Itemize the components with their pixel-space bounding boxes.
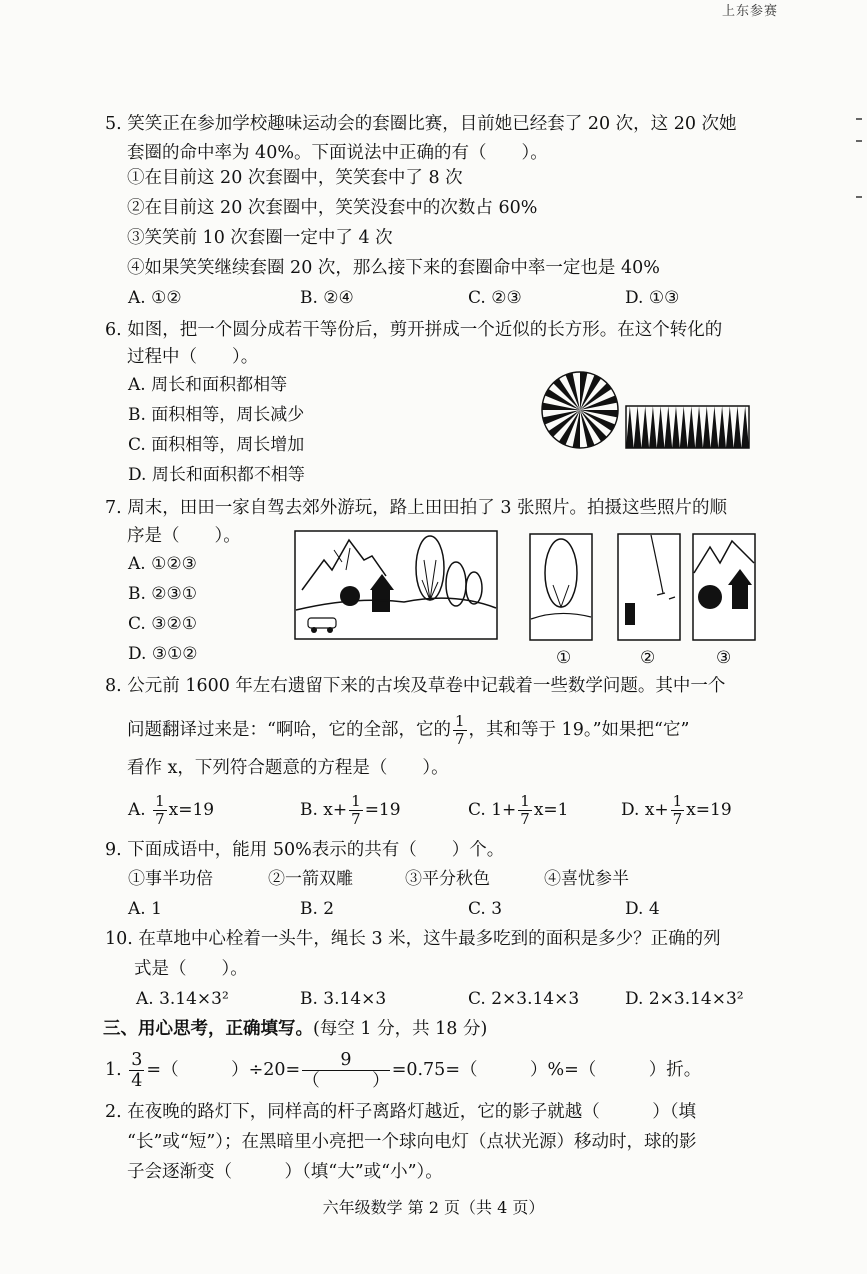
q9-stem-line1: 9. 下面成语中，能用 50%表示的共有（ ）个。 <box>105 840 505 860</box>
header-corner-text: 上东参赛 <box>722 4 779 19</box>
q5-statement-4: ④如果笑笑继续套圈 20 次，那么接下来的套圈命中率一定也是 40% <box>127 258 660 278</box>
q6-option-c[interactable]: C. 面积相等，周长增加 <box>128 435 305 455</box>
q6-option-b[interactable]: B. 面积相等，周长减少 <box>128 405 305 425</box>
q9-idiom-3: ③平分秋色 <box>405 869 490 889</box>
q8-line2-part2: ，其和等于 19。”如果把“它” <box>468 720 690 740</box>
q5-option-b[interactable]: B. ②④ <box>300 288 354 308</box>
photo-2 <box>617 533 681 641</box>
q8-fraction: $\frac{1}{7}$ <box>454 712 465 748</box>
q10-stem-line2: 式是（ ）。 <box>134 959 248 979</box>
fill-1: 1. $\frac{3}{4}$ =（ ）÷20= $\frac{9}{( )}$ =0.75=（ ）%=（ ）折。 <box>105 1050 702 1091</box>
q9-option-d[interactable]: D. 4 <box>625 899 660 919</box>
q8-stem-line2 <box>127 712 689 748</box>
q5-option-d[interactable]: D. ①③ <box>625 288 680 308</box>
q6-option-d[interactable]: D. 周长和面积都不相等 <box>128 465 305 485</box>
q9-idiom-2: ②一箭双雕 <box>268 869 353 889</box>
photo-label-3: ③ <box>716 648 732 668</box>
q10-option-a[interactable]: A. 3.14×3² <box>136 989 229 1009</box>
section-3-note: (每空 1 分，共 18 分) <box>313 1019 488 1039</box>
q6-option-a[interactable]: A. 周长和面积都相等 <box>128 375 288 395</box>
q7-option-a[interactable]: A. ①②③ <box>128 554 197 574</box>
q8-option-c[interactable]: C. 1+ $\frac{1}{7}$ x=1 <box>468 792 569 828</box>
q5-statement-1: ①在目前这 20 次套圈中，笑笑套中了 8 次 <box>127 168 463 188</box>
q10-stem-line1: 10. 在草地中心栓着一头牛，绳长 3 米，这牛最多吃到的面积是多少？正确的列 <box>105 929 721 949</box>
fill-1-fraction-9[interactable]: $\frac{9}{( )}$ <box>302 1050 390 1091</box>
q8-option-b[interactable]: B. x+ $\frac{1}{7}$ =19 <box>300 792 401 828</box>
q9-option-c[interactable]: C. 3 <box>468 899 503 919</box>
fill-1-part1: =（ ）÷20= <box>146 1060 301 1080</box>
q5-statement-3: ③笑笑前 10 次套圈一定中了 4 次 <box>127 228 393 248</box>
q9-idiom-4: ④喜忧参半 <box>544 869 629 889</box>
q6-stem-line2: 过程中（ ）。 <box>127 347 259 367</box>
q7-stem-line1: 7. 周末，田田一家自驾去郊外游玩，路上田田拍了 3 张照片。拍摄这些照片的顺 <box>105 498 728 518</box>
photo-label-2: ② <box>640 648 656 668</box>
q8-option-a[interactable]: A. $\frac{1}{7}$ x=19 <box>128 792 215 828</box>
fill-2-line1: 2. 在夜晚的路灯下，同样高的杆子离路灯越近，它的影子就越（ ）（填 <box>105 1102 697 1122</box>
divided-circle-figure <box>540 368 620 452</box>
q5-stem-line1: 5. 笑笑正在参加学校趣味运动会的套圈比赛，目前她已经套了 20 次，这 20 次她 <box>105 114 737 134</box>
fill-1-fraction-3-4: $\frac{3}{4}$ <box>131 1050 143 1091</box>
section-3-title: 三、用心思考，正确填写。 <box>103 1019 313 1039</box>
q5-option-a[interactable]: A. ①② <box>128 288 182 308</box>
q9-idiom-1: ①事半功倍 <box>128 869 213 889</box>
fill-2-line3: 子会逐渐变（ ）（填“大”或“小”）。 <box>127 1162 443 1182</box>
fill-2-line2: “长”或“短”）；在黑暗里小亮把一个球向电灯（点状光源）移动时，球的影 <box>127 1132 697 1152</box>
q8-line2-part1: 问题翻译过来是：“啊哈，它的全部，它的 <box>127 720 451 740</box>
section-3-heading <box>103 1017 487 1041</box>
q5-stem-line2: 套圈的命中率为 40%。下面说法中正确的有（ ）。 <box>127 143 548 163</box>
edge-mark <box>856 118 862 120</box>
q8-stem-line3: 看作 x，下列符合题意的方程是（ ）。 <box>127 758 449 778</box>
fill-1-part2: =0.75=（ ）%=（ ）折。 <box>391 1060 702 1080</box>
photo-1 <box>529 533 593 641</box>
edge-mark <box>856 196 862 198</box>
q5-statement-2: ②在目前这 20 次套圈中，笑笑没套中的次数占 60% <box>127 198 538 218</box>
q8-stem-line1: 8. 公元前 1600 年左右遗留下来的古埃及草卷中记载着一些数学问题。其中一个 <box>105 676 726 696</box>
q10-option-c[interactable]: C. 2×3.14×3 <box>468 989 580 1009</box>
q7-option-c[interactable]: C. ③②① <box>128 614 197 634</box>
photo-label-1: ① <box>556 648 572 668</box>
scenery-picture <box>294 530 498 640</box>
q8-option-d[interactable]: D. x+ $\frac{1}{7}$ x=19 <box>621 792 732 828</box>
edge-mark <box>856 140 862 142</box>
q9-option-a[interactable]: A. 1 <box>128 899 162 919</box>
q7-option-b[interactable]: B. ②③① <box>128 584 198 604</box>
q6-stem-line1: 6. 如图，把一个圆分成若干等份后，剪开拼成一个近似的长方形。在这个转化的 <box>105 320 723 340</box>
approx-rectangle-figure <box>625 404 751 450</box>
q7-option-d[interactable]: D. ③①② <box>128 644 198 664</box>
q9-option-b[interactable]: B. 2 <box>300 899 335 919</box>
photo-3 <box>692 533 756 641</box>
page-footer: 六年级数学 第 2 页（共 4 页） <box>322 1198 545 1217</box>
q10-option-b[interactable]: B. 3.14×3 <box>300 989 387 1009</box>
q7-stem-line2: 序是（ ）。 <box>127 526 241 546</box>
q10-option-d[interactable]: D. 2×3.14×3² <box>625 989 744 1009</box>
q5-option-c[interactable]: C. ②③ <box>468 288 522 308</box>
